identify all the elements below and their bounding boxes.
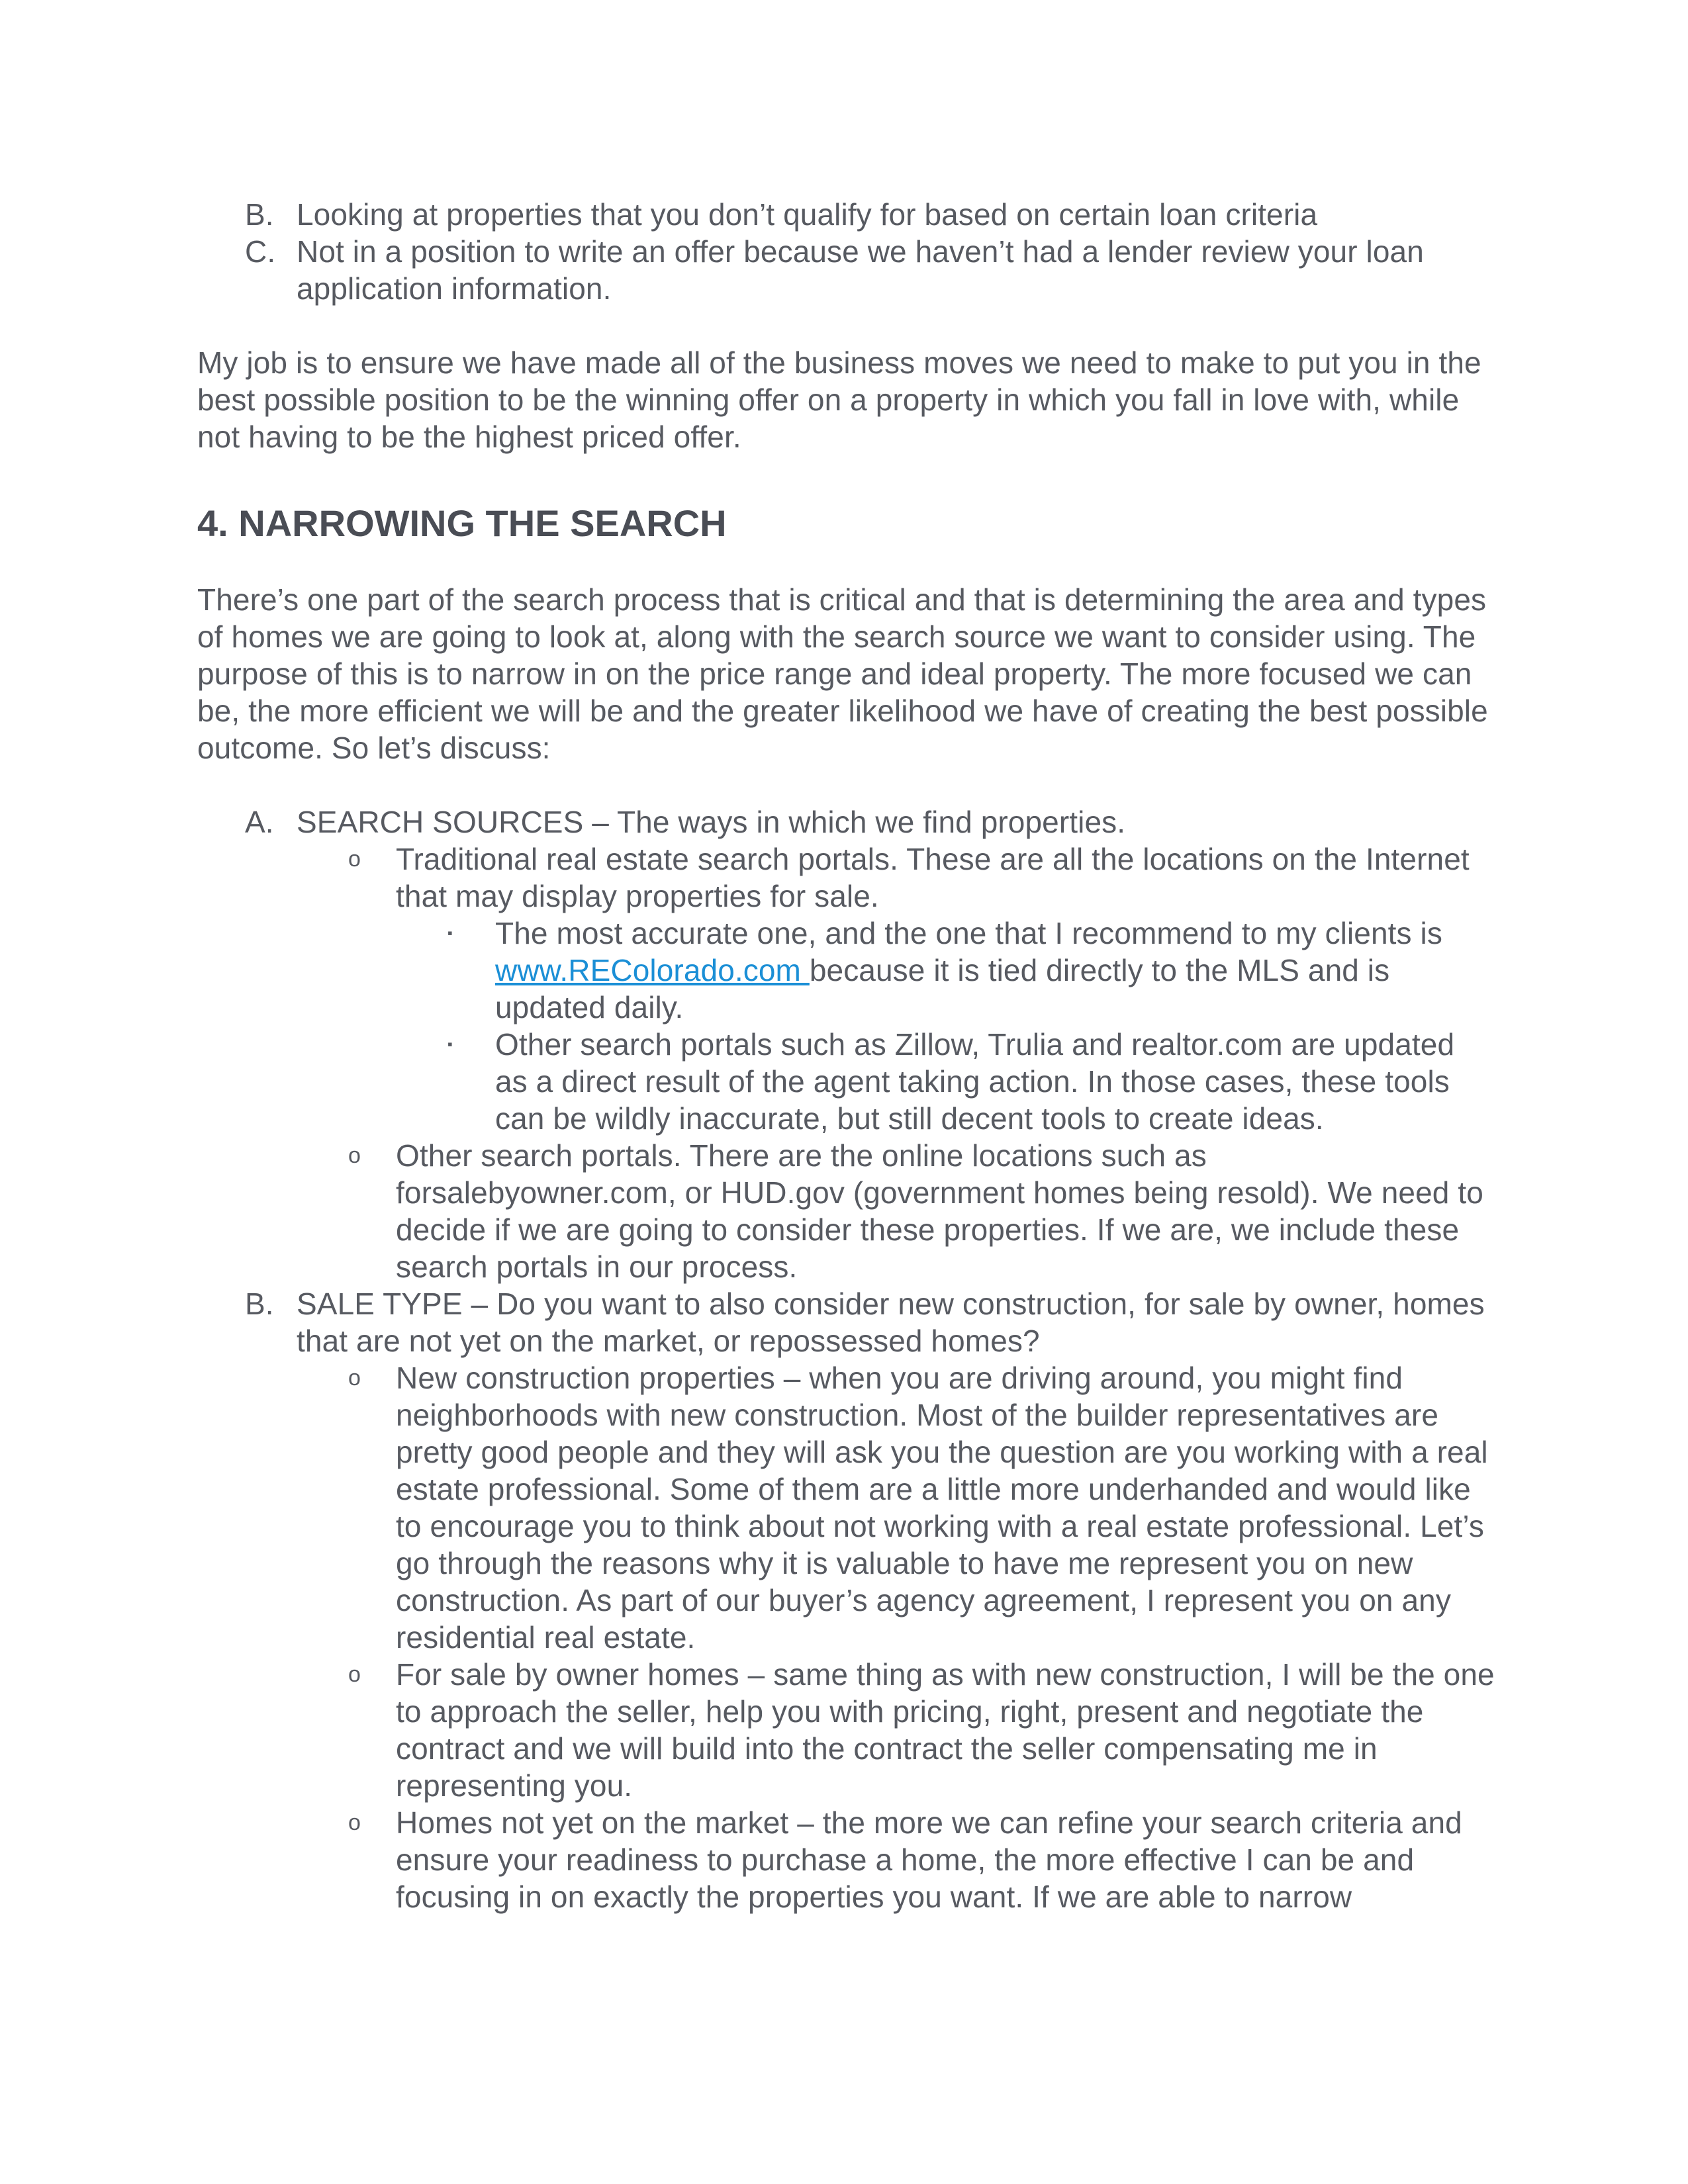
recolorado-link[interactable]: www.REColorado.com xyxy=(495,953,810,987)
list-item-sale-type xyxy=(197,1285,1495,1359)
list-item-text: Looking at properties that you don’t qualify for based on certain loan criteria xyxy=(297,197,1318,232)
section-heading: 4. NARROWING THE SEARCH xyxy=(197,502,727,544)
bullet-text-after-link: because it is tied directly to the MLS and is updated daily. xyxy=(495,953,1390,1024)
sub-bullet-recolorado xyxy=(197,915,1495,1026)
job-paragraph: My job is to ensure we have made all of the business moves we need to make to put you in the best possible position to be the winning offer on a property in which you fall in love with, while not having to be the highest priced offer. xyxy=(197,345,1481,454)
bullet-fsbo xyxy=(197,1656,1495,1804)
circle-bullet-icon: o xyxy=(348,1662,361,1687)
bullet-traditional-portals xyxy=(197,841,1495,915)
list-item-text: SEARCH SOURCES – The ways in which we find properties. xyxy=(297,805,1126,839)
list-item-text: Not in a position to write an offer because we haven’t had a lender review your loan application information. xyxy=(297,234,1424,306)
list-marker: A. xyxy=(245,805,274,839)
bullet-text: Homes not yet on the market – the more we can refine your search criteria and ensure your readiness to purchase a home, the more effective I can be and focusing in on exactly the properties you want. If we are able to narrow xyxy=(396,1805,1462,1914)
circle-bullet-icon: o xyxy=(348,846,361,872)
circle-bullet-icon: o xyxy=(348,1810,361,1835)
bullet-text: New construction properties – when you are driving around, you might find neighborhoods with new construction. Most of the builder representatives are pretty good people and they will ask you the question are you working with a real estate professional. Some of them are a little more underhanded and would like to encourage you to think about not working with a real estate professional. Let’s go through the reasons why it is valuable to have me represent you on new construction. As part of our buyer’s agency agreement, I represent you on any residential real estate. xyxy=(396,1361,1488,1655)
bullet-other-search-portals xyxy=(197,1137,1495,1285)
list-item-text: SALE TYPE – Do you want to also consider new construction, for sale by owner, homes that are not yet on the market, or repossessed homes? xyxy=(297,1287,1485,1358)
section-paragraph: There’s one part of the search process that is critical and that is determining the area and types of homes we are going to look at, along with the search source we want to consider using. The purpose of this is to narrow in on the price range and ideal property. The more focused we can be, the more efficient we will be and the greater likelihood we have of creating the best possible outcome. So let’s discuss: xyxy=(197,582,1488,765)
list-marker: B. xyxy=(245,1287,274,1321)
bullet-text: For sale by owner homes – same thing as with new construction, I will be the one to approach the seller, help you with pricing, right, present and negotiate the contract and we will build into the contract the seller compensating me in representing you. xyxy=(396,1657,1495,1803)
bullet-text: Other search portals. There are the online locations such as forsalebyowner.com, or HUD.gov (government homes being resold). We need to decide if we are going to consider these properties. If we are, we include these search portals in our process. xyxy=(396,1138,1483,1284)
bullet-not-on-market xyxy=(197,1804,1495,1915)
document-page xyxy=(197,196,1495,1915)
list-item-b xyxy=(197,196,1495,233)
bullet-text: Other search portals such as Zillow, Trulia and realtor.com are updated as a direct result of the agent taking action. In those cases, these tools can be wildly inaccurate, but still decent tools to create ideas. xyxy=(495,1027,1455,1136)
circle-bullet-icon: o xyxy=(348,1143,361,1168)
sub-bullet-other-portals xyxy=(197,1026,1495,1137)
bullet-new-construction xyxy=(197,1359,1495,1656)
list-marker: B. xyxy=(245,197,274,232)
list-marker: C. xyxy=(245,234,276,269)
circle-bullet-icon: o xyxy=(348,1365,361,1390)
bullet-text-before-link: The most accurate one, and the one that I recommend to my clients is xyxy=(495,916,1442,950)
list-item-search-sources xyxy=(197,803,1495,841)
bullet-text: Traditional real estate search portals. These are all the locations on the Internet that may display properties for sale. xyxy=(396,842,1470,913)
list-item-c xyxy=(197,233,1495,307)
square-bullet-icon: ▪ xyxy=(447,925,453,941)
square-bullet-icon: ▪ xyxy=(447,1036,453,1052)
